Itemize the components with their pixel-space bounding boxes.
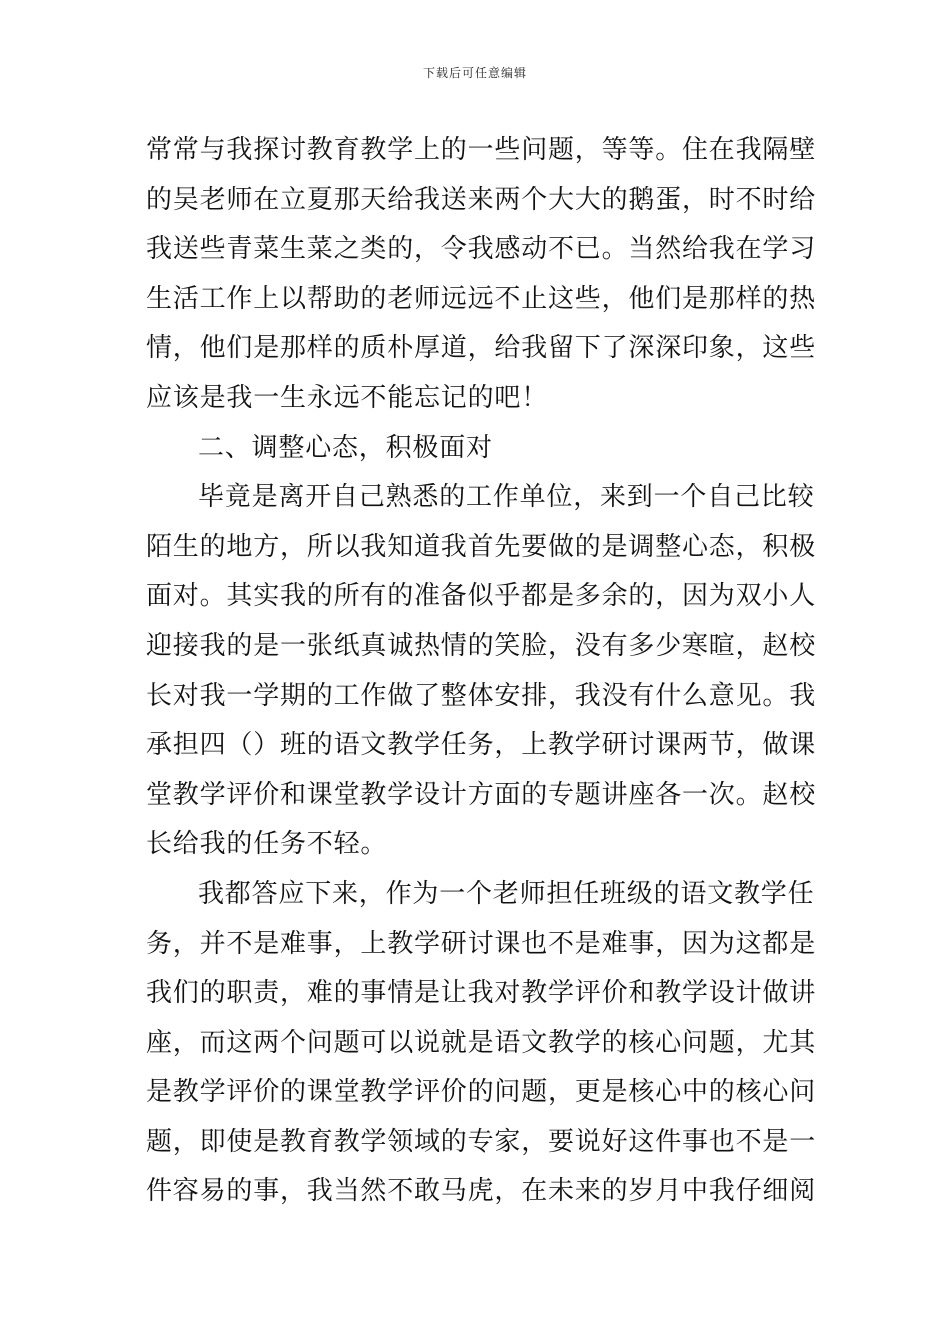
text-line: 题，即使是教育教学领域的专家，要说好这件事也不是一 — [146, 1126, 817, 1157]
text-line: 我送些青菜生菜之类的，令我感动不已。当然给我在学习 — [146, 234, 817, 265]
paragraph-start-line: 我都答应下来，作为一个老师担任班级的语文教学任 — [198, 878, 815, 909]
page-header: 下载后可任意编辑 — [422, 66, 527, 80]
text-line: 应该是我一生永远不能忘记的吧！ — [146, 382, 549, 413]
document-body — [146, 126, 817, 1217]
text-line: 长给我的任务不轻。 — [146, 829, 388, 860]
text-line: 情，他们是那样的质朴厚道，给我留下了深深印象，这些 — [146, 333, 817, 364]
text-line: 迎接我的是一张纸真诚热情的笑脸，没有多少寒暄，赵校 — [146, 630, 817, 661]
text-line: 陌生的地方，所以我知道我首先要做的是调整心态，积极 — [146, 531, 817, 562]
paragraph-start-line: 毕竟是离开自己熟悉的工作单位，来到一个自己比较 — [198, 482, 815, 513]
text-line: 务，并不是难事，上教学研讨课也不是难事，因为这都是 — [146, 928, 817, 959]
text-line: 长对我一学期的工作做了整体安排，我没有什么意见。我 — [146, 680, 817, 711]
text-line: 座，而这两个问题可以说就是语文教学的核心问题，尤其 — [146, 1027, 817, 1058]
text-line: 承担四（）班的语文教学任务，上教学研讨课两节，做课 — [146, 730, 817, 761]
text-line: 件容易的事，我当然不敢马虎，在未来的岁月中我仔细阅 — [146, 1176, 817, 1207]
text-line: 是教学评价的课堂教学评价的问题，更是核心中的核心问 — [146, 1077, 817, 1108]
text-line: 面对。其实我的所有的准备似乎都是多余的，因为双小人 — [146, 581, 817, 612]
text-line: 的吴老师在立夏那天给我送来两个大大的鹅蛋，时不时给 — [146, 184, 817, 215]
text-line: 堂教学评价和课堂教学设计方面的专题讲座各一次。赵校 — [146, 779, 817, 810]
text-line: 生活工作上以帮助的老师远远不止这些，他们是那样的热 — [146, 283, 817, 314]
text-line: 常常与我探讨教育教学上的一些问题，等等。住在我隔壁 — [146, 135, 817, 165]
text-line: 我们的职责，难的事情是让我对教学评价和教学设计做讲 — [146, 978, 817, 1009]
section-heading: 二、调整心态，积极面对 — [198, 432, 493, 463]
